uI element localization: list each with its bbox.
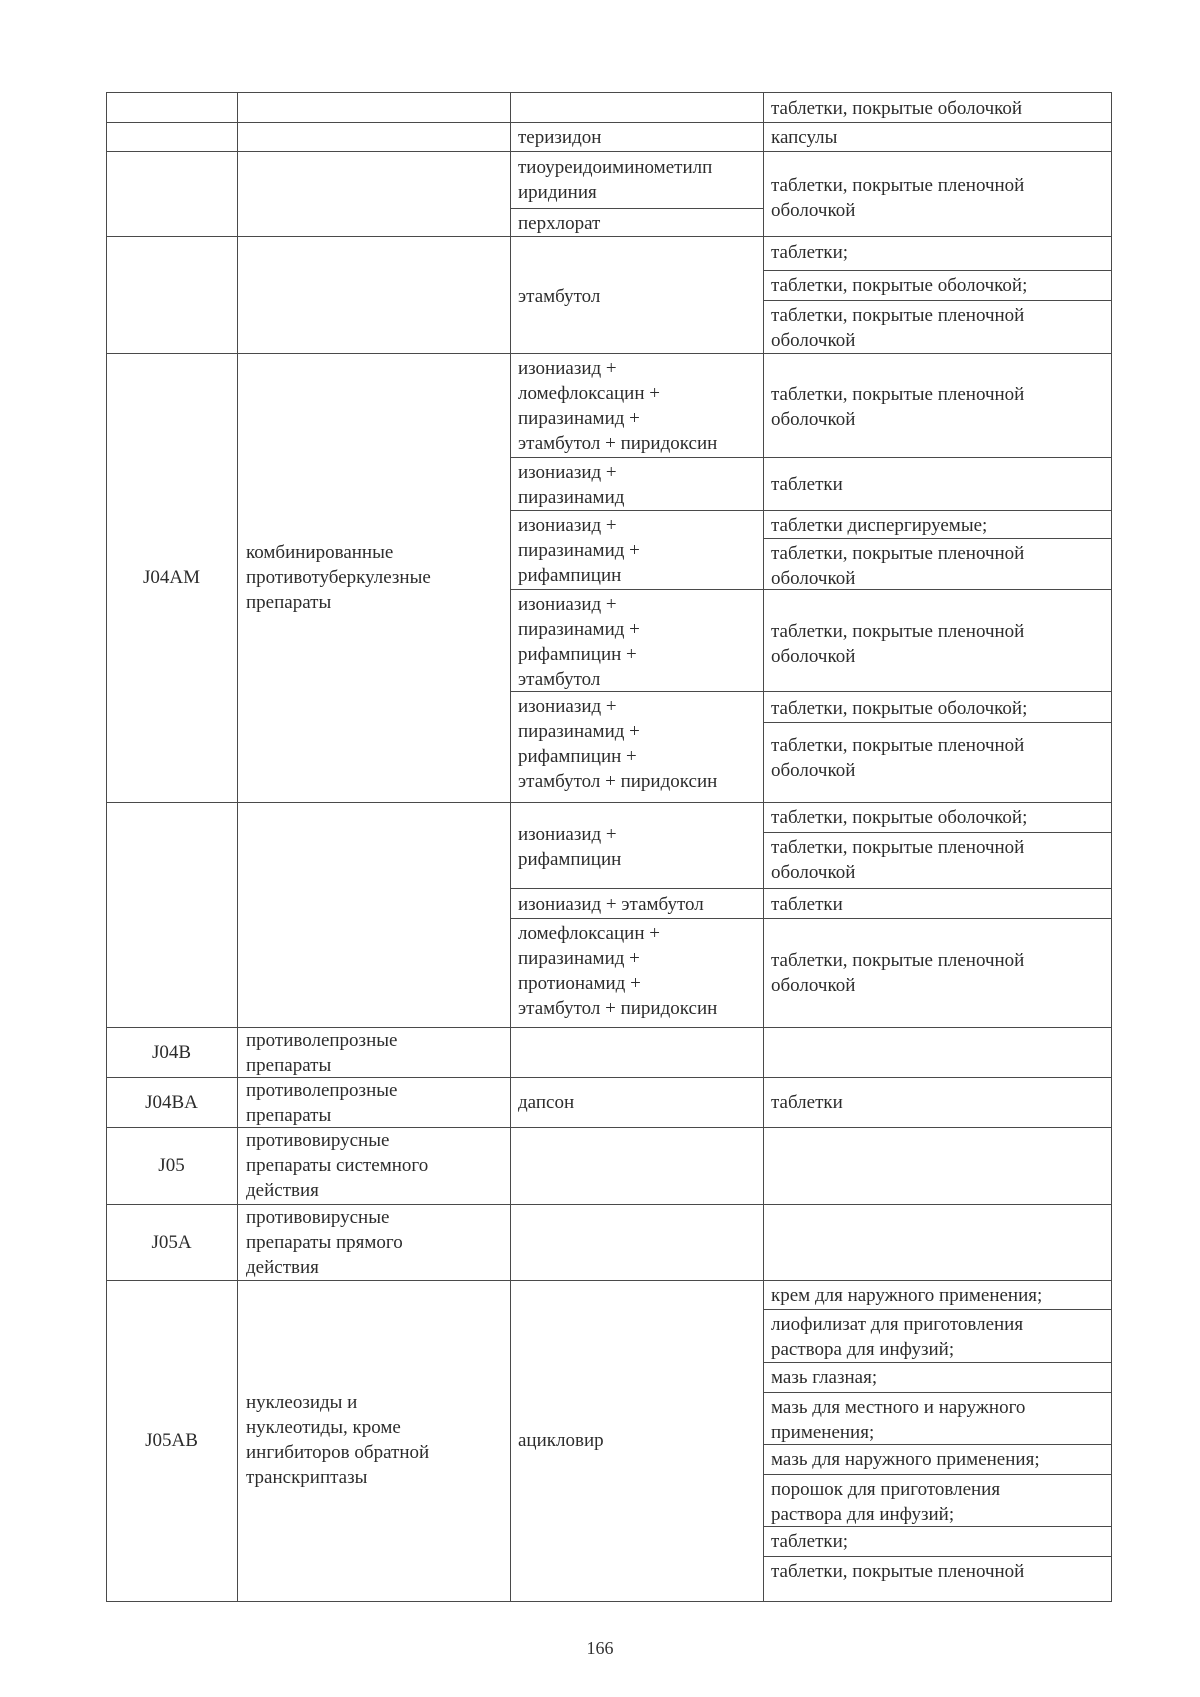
drug-name: теризидон (518, 127, 602, 148)
table-rule (106, 122, 1112, 123)
dosage-form: капсулы (771, 127, 838, 148)
dosage-form: таблетки, покрытые пленочной оболочкой (771, 305, 1025, 351)
atc-group-name: противолепрозные препараты (246, 1080, 398, 1126)
dosage-form: таблетки, покрытые пленочной оболочкой (771, 384, 1025, 430)
dosage-form: таблетки, покрытые оболочкой; (771, 275, 1028, 296)
table-rule (510, 918, 1112, 919)
dosage-form: таблетки, покрытые пленочной оболочкой (771, 950, 1025, 996)
dosage-form: таблетки диспергируемые; (771, 515, 988, 536)
table-rule (763, 300, 1112, 301)
table-rule (106, 151, 1112, 152)
page-number: 166 (586, 1638, 614, 1658)
table-rule (763, 832, 1112, 833)
dosage-form: таблетки, покрытые пленочной оболочкой (771, 543, 1025, 589)
table-rule (106, 92, 1112, 93)
drug-name: изониазид + пиразинамид + рифампицин + этамбутол + пиридоксин (518, 696, 718, 792)
dosage-form: таблетки (771, 894, 843, 915)
dosage-form: таблетки, покрытые оболочкой (771, 98, 1023, 119)
atc-group-name: противолепрозные препараты (246, 1030, 398, 1076)
atc-group-name: противовирусные препараты системного действия (246, 1130, 429, 1201)
table-rule (763, 722, 1112, 723)
table-rule (510, 510, 1112, 511)
table-rule (763, 1556, 1112, 1557)
dosage-form: крем для наружного применения; (771, 1285, 1043, 1306)
table-rule (763, 538, 1112, 539)
dosage-form: таблетки; (771, 1531, 849, 1552)
drug-name: изониазид + пиразинамид (518, 462, 625, 508)
dosage-form: мазь для местного и наружного применения; (771, 1397, 1026, 1443)
table-rule (763, 1362, 1112, 1363)
atc-code: J05AB (145, 1430, 198, 1451)
table-rule (510, 888, 1112, 889)
table-rule (763, 1474, 1112, 1475)
drug-name: этамбутол (518, 286, 601, 307)
table-rule (763, 92, 764, 1602)
drug-name: тиоуреидоиминометилп иридиния (518, 157, 713, 203)
table-rule (510, 208, 763, 209)
dosage-form: таблетки, покрытые пленочной (771, 1561, 1025, 1582)
table-rule (763, 270, 1112, 271)
drug-name: перхлорат (518, 213, 601, 234)
dosage-form: таблетки, покрытые пленочной оболочкой (771, 175, 1025, 221)
table-rule (106, 353, 1112, 354)
dosage-form: таблетки; (771, 242, 849, 263)
dosage-form: таблетки, покрытые оболочкой; (771, 807, 1028, 828)
drug-name: изониазид + пиразинамид + рифампицин (518, 515, 640, 586)
atc-code: J05A (151, 1232, 192, 1253)
drug-name: дапсон (518, 1092, 575, 1113)
table-rule (106, 1601, 1112, 1602)
atc-code: J05 (158, 1155, 185, 1176)
table-rule (1111, 92, 1112, 1602)
table-rule (106, 1280, 1112, 1281)
dosage-form: таблетки, покрытые пленочной оболочкой (771, 621, 1025, 667)
dosage-form: порошок для приготовления раствора для инфузий; (771, 1479, 1001, 1525)
table-rule (763, 1309, 1112, 1310)
drug-name: изониазид + рифампицин (518, 824, 622, 870)
table-rule (106, 802, 1112, 803)
atc-code: J04B (151, 1042, 192, 1063)
atc-code: J04AM (142, 567, 200, 588)
atc-group-name: нуклеозиды и нуклеотиды, кроме ингибиторов обратной транскриптазы (246, 1392, 430, 1488)
table-rule (106, 92, 107, 1602)
dosage-form: мазь для наружного применения; (771, 1449, 1040, 1470)
medication-table (106, 92, 1112, 1602)
drug-name: ломефлоксацин + пиразинамид + протионамид + этамбутол + пиридоксин (518, 923, 718, 1019)
drug-name: ацикловир (518, 1430, 604, 1451)
dosage-form: таблетки (771, 1092, 843, 1113)
dosage-form: таблетки (771, 474, 843, 495)
atc-group-name: комбинированные противотуберкулезные препараты (246, 542, 431, 613)
dosage-form: мазь глазная; (771, 1367, 878, 1388)
dosage-form: таблетки, покрытые пленочной оболочкой (771, 837, 1025, 883)
drug-name: изониазид + этамбутол (518, 894, 704, 915)
atc-code: J04BA (145, 1092, 198, 1113)
dosage-form: лиофилизат для приготовления раствора для инфузий; (771, 1314, 1024, 1360)
table-rule (510, 457, 1112, 458)
dosage-form: таблетки, покрытые оболочкой; (771, 698, 1028, 719)
table-rule (106, 236, 1112, 237)
dosage-form: таблетки, покрытые пленочной оболочкой (771, 735, 1025, 781)
drug-name: изониазид + ломефлоксацин + пиразинамид + этамбутол + пиридоксин (518, 358, 718, 454)
table-rule (763, 1392, 1112, 1393)
atc-group-name: противовирусные препараты прямого действия (246, 1207, 403, 1278)
table-rule (237, 92, 238, 1602)
drug-name: изониазид + пиразинамид + рифампицин + этамбутол (518, 594, 640, 690)
table-rule (510, 92, 511, 1602)
